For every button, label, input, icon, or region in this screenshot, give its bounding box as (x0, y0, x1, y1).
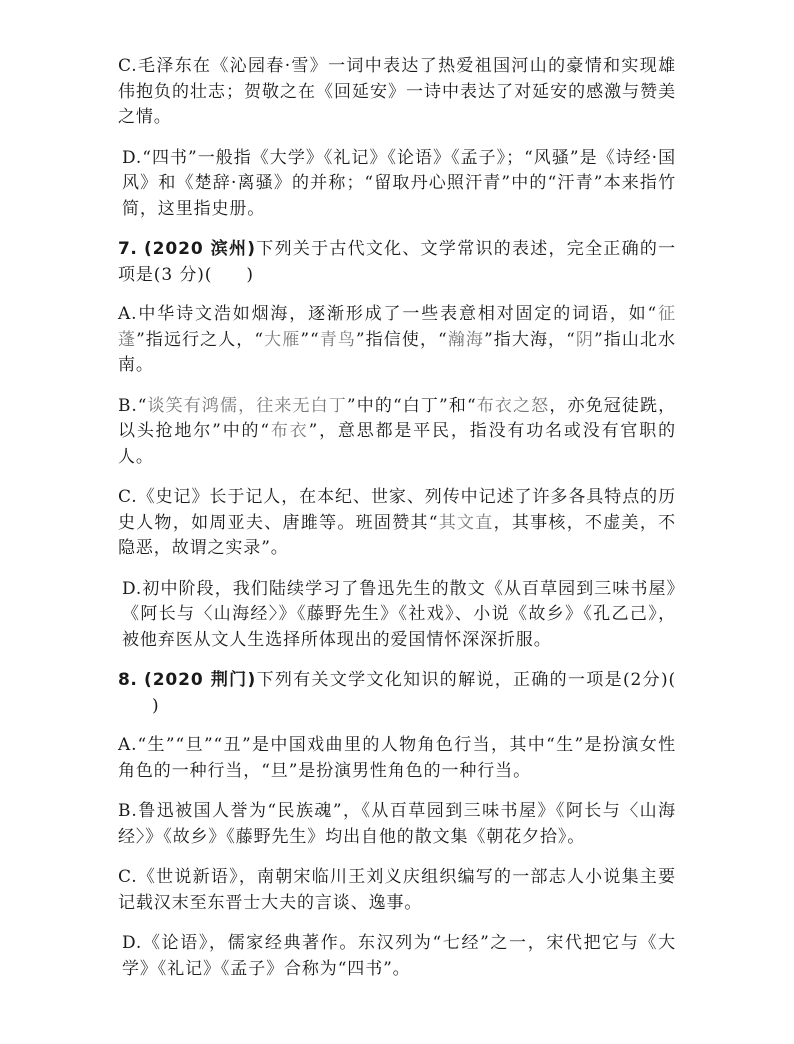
option-text: ，其事核，不虚美，不隐恶，故谓之实录”。 (118, 512, 677, 558)
quoted-term: 征蓬 (118, 304, 676, 350)
option-text: A.中华诗文浩如烟海，逐渐形成了一些表意相对固定的词语，如“ (118, 304, 658, 324)
option-text: ”指远行之人，“ (136, 329, 264, 350)
option-text: ”指山北水南。 (118, 329, 676, 375)
option-text: ”中的“白丁”和“ (346, 395, 477, 416)
question-source: (2020 荆门) (144, 670, 257, 690)
option-paragraph (118, 865, 676, 916)
option-paragraph (118, 485, 676, 562)
option-paragraph (118, 302, 676, 379)
option-text: ”“ (300, 329, 320, 350)
quoted-term: 阴 (575, 329, 595, 350)
option-paragraph (118, 931, 676, 982)
question-stem (118, 668, 676, 719)
question-source: (2020 滨州) (143, 239, 256, 259)
option-text: D.《论语》，儒家经典著作。东汉列为“七经”之一，宋代把它与《大学》《礼记》《孟子》合称为“四书”。 (122, 933, 676, 979)
answer-blank-close: ) (152, 695, 160, 716)
quoted-term: 青鸟 (319, 329, 356, 350)
option-text: ”，意思都是平民，指没有功名或没有官职的人。 (118, 421, 676, 467)
question-text: 下列有关文学文化知识的解说，正确的一项是(2分)( (256, 670, 677, 690)
option-text: B.鲁迅被国人誉为“民族魂”，《从百草园到三味书屋》《阿长与〈山海经〉》《故乡》《藤野先生》均出自他的散文集《朝花夕拾》。 (118, 801, 676, 847)
question-stem (118, 237, 676, 288)
option-paragraph (118, 54, 676, 131)
question-number: 8. (118, 670, 138, 690)
option-text: C.毛泽东在《沁园春·雪》一词中表达了热爱祖国河山的豪情和实现雄伟抱负的壮志；贺敬之在《回延安》一诗中表达了对延安的感激与赞美之情。 (118, 56, 676, 127)
quoted-term: 瀚海 (447, 329, 485, 350)
option-paragraph (118, 577, 676, 654)
option-paragraph (118, 146, 676, 223)
quoted-term: 布衣 (269, 421, 309, 441)
option-text: D.“四书”一般指《大学》《礼记》《论语》《孟子》；“风骚”是《诗经·国风》和《楚辞·离骚》的并称；“留取丹心照汗青”中的“汗青”本来指竹简，这里指史册。 (122, 147, 676, 219)
option-text: ，亦免冠徒跣，以头抢地尔”中的“ (118, 395, 676, 441)
quoted-term: 大雁 (263, 329, 301, 350)
option-text: C.《世说新语》，南朝宋临川王刘义庆组织编写的一部志人小说集主要记载汉末至东晋士大夫的言谈、逸事。 (118, 867, 676, 913)
option-text: A.“生”“旦”“丑”是中国戏曲里的人物角色行当，其中“生”是扮演女性角色的一种行当，“旦”是扮演男性角色的一种行当。 (118, 735, 676, 781)
option-text: B.“ (118, 395, 148, 416)
quoted-term: 谈笑有鸿儒，往来无白丁 (147, 395, 347, 416)
answer-blank-close: ) (246, 264, 254, 285)
option-text: D.初中阶段，我们陆续学习了鲁迅先生的散文《从百草园到三味书屋》《阿长与〈山海经〉》《藤野先生》《社戏》、小说《故乡》《孔乙己》，被他弃医从文人生选择所体现出的爱国情怀深深折服。 (122, 578, 676, 650)
question-text: 下列关于古代文化、文学常识的表述，完全正确的一项是(3 分)( (118, 239, 676, 285)
quoted-term: 其文直 (438, 512, 494, 533)
option-text: C.《史记》长于记人，在本纪、世家、列传中记述了许多各具特点的历史人物，如周亚夫、唐雎等。班固赞其“ (118, 487, 676, 533)
option-paragraph (118, 733, 676, 784)
option-text: ”指大海，“ (484, 329, 576, 350)
question-content (118, 54, 676, 982)
option-text: ”指信使，“ (355, 329, 448, 350)
option-paragraph (118, 799, 676, 850)
question-number: 7. (118, 239, 138, 259)
quoted-term: 布衣之怒 (476, 395, 550, 416)
option-paragraph (118, 394, 676, 471)
